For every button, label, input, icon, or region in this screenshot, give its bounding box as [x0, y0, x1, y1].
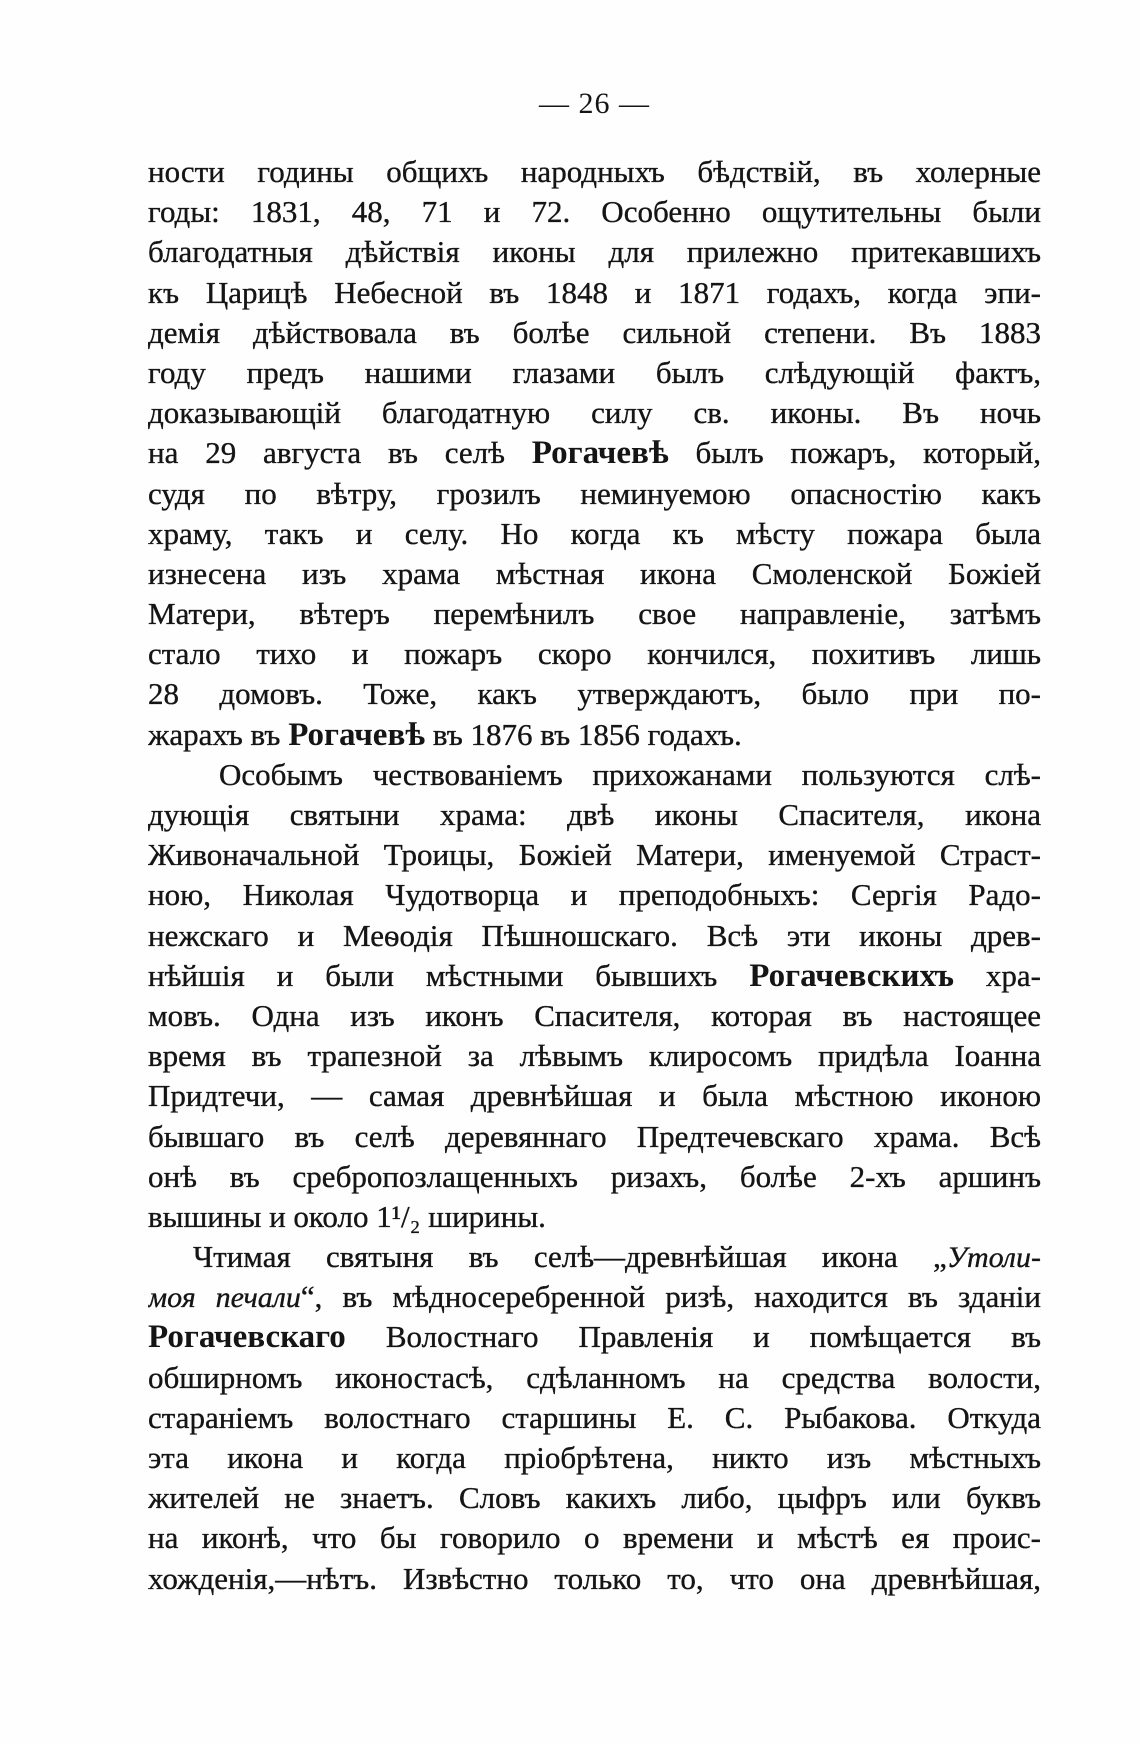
text-line: на иконѣ, что бы говорило о времени и мѣстѣ ея проис-	[148, 1520, 1041, 1556]
text-line	[148, 1237, 1041, 1277]
paragraph-1	[148, 152, 1041, 755]
text-line: бывшаго въ селѣ деревяннаго Предтечевскаго храма. Всѣ	[148, 1118, 1041, 1154]
text-line: стало тихо и пожаръ скоро кончился, похитивъ лишь	[148, 636, 1041, 672]
paragraph-2	[148, 755, 1041, 1237]
text-line: ности годины общихъ народныхъ бѣдствій, въ холерные	[148, 154, 1041, 189]
text-line: мовъ. Одна изъ иконъ Спасителя, которая въ настоящее	[148, 997, 1041, 1033]
emphasized-place-name: Рогачевѣ	[531, 435, 669, 472]
text-line: нежскаго и Меѳодія Пѣшношскаго. Всѣ эти иконы древ-	[148, 917, 1041, 953]
text-line	[148, 1277, 1041, 1317]
paragraph-3	[148, 1237, 1041, 1599]
text-line: время въ трапезной за лѣвымъ клиросомъ придѣла Іоанна	[148, 1038, 1041, 1074]
text-line: ною, Николая Чудотворца и преподобныхъ: Сергія Радо-	[148, 877, 1041, 913]
text-line: дующія святыни храма: двѣ иконы Спасителя, икона	[148, 797, 1041, 832]
page-number: — 26 —	[539, 87, 650, 120]
line-text: хра-	[953, 957, 1041, 993]
text-line: жителей не знаетъ. Словъ какихъ либо, цыфръ или буквъ	[148, 1480, 1041, 1516]
text-line: обширномъ иконостасѣ, сдѣланномъ на средства волости,	[148, 1359, 1041, 1395]
line-text: на 29 августа въ селѣ	[148, 435, 532, 471]
text-line: къ Царицѣ Небесной въ 1848 и 1871 годахъ, когда эпи-	[148, 274, 1041, 310]
icon-title-italic: Утоли-	[946, 1241, 1041, 1275]
icon-title-italic: моя печали	[148, 1281, 301, 1315]
line-text: жарахъ въ	[148, 716, 289, 752]
text-line: году предъ нашими глазами былъ слѣдующій фактъ,	[148, 354, 1041, 390]
text-line	[148, 715, 1041, 755]
text-line: 28 домовъ. Тоже, какъ утверждаютъ, было при по-	[148, 676, 1041, 712]
text-line	[148, 956, 1041, 996]
text-line	[148, 433, 1041, 473]
text-line: Матери, вѣтеръ перемѣнилъ свое направленіе, затѣмъ	[148, 596, 1041, 632]
text-line: Придтечи, — самая древнѣйшая и была мѣстною иконою	[148, 1078, 1041, 1114]
text-line: храму, такъ и селу. Но когда къ мѣсту пожара была	[148, 515, 1041, 551]
line-text: нѣйшія и были мѣстными бывшихъ	[148, 957, 750, 993]
text-line	[148, 1317, 1041, 1357]
emphasized-place-name: Рогачевѣ	[288, 716, 426, 753]
text-line: хожденія,—нѣтъ. Извѣстно только то, что она древнѣйшая,	[148, 1560, 1041, 1596]
line-text: “, въ мѣдносеребренной ризѣ, находится въ зданіи	[300, 1279, 1041, 1315]
text-line: Живоначальной Троицы, Божіей Матери, именуемой Страст-	[148, 837, 1041, 873]
text-line: демія дѣйствовала въ болѣе сильной степени. Въ 1883	[148, 314, 1041, 350]
line-text: Чтимая святыня въ селѣ—древнѣйшая икона „	[193, 1239, 947, 1275]
body-text	[148, 152, 1041, 1599]
line-text: былъ пожаръ, который,	[668, 435, 1041, 471]
line-text: Волостнаго Правленія и помѣщается въ	[345, 1319, 1041, 1355]
text-line: благодатныя дѣйствія иконы для прилежно притекавшихъ	[148, 234, 1041, 270]
text-line: доказывающій благодатную силу св. иконы. Въ ночь	[148, 395, 1041, 431]
line-text: въ 1876 въ 1856 годахъ.	[425, 716, 742, 752]
emphasized-place-name: Рогачевскихъ	[749, 957, 954, 994]
text-line: судя по вѣтру, грозилъ неминуемою опасностію какъ	[148, 475, 1041, 511]
text-line: изнесена изъ храма мѣстная икона Смоленской Божіей	[148, 555, 1041, 591]
emphasized-place-name: Рогачевскаго	[148, 1319, 346, 1356]
text-line: эта икона и когда пріобрѣтена, никто изъ мѣстныхъ	[148, 1440, 1041, 1475]
text-line: онѣ въ сребропозлащенныхъ ризахъ, болѣе 2-хъ аршинъ	[148, 1158, 1041, 1194]
text-line: Особымъ чествованіемъ прихожанами пользуются слѣ-	[219, 756, 1041, 792]
text-line: стараніемъ волостнаго старшины Е. С. Рыбакова. Откуда	[148, 1399, 1041, 1435]
text-line: вышины и около 1¹/₂ ширины.	[148, 1198, 546, 1234]
text-line: годы: 1831, 48, 71 и 72. Особенно ощутительны были	[148, 194, 1041, 230]
